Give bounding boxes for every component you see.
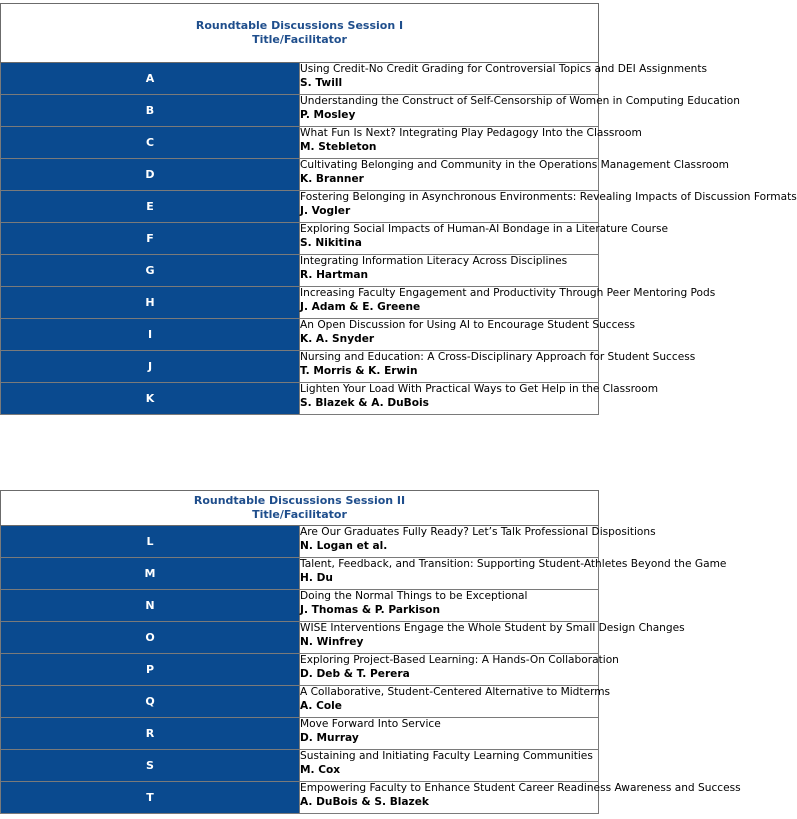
table-content-cell (300, 287, 716, 319)
table-row (1, 558, 599, 590)
facilitator-name: N. Winfrey (300, 635, 364, 648)
table-letter-cell: C (1, 127, 300, 159)
facilitator-name: D. Deb & T. Perera (300, 667, 410, 680)
session-1-header-cell (1, 4, 599, 63)
table-content-cell (300, 95, 740, 127)
facilitator-name: N. Logan et al. (300, 539, 388, 552)
table-content-cell (300, 63, 707, 95)
table-row (1, 718, 599, 750)
table-letter-cell: R (1, 718, 300, 750)
table-letter-cell: P (1, 654, 300, 686)
table-letter-cell: D (1, 159, 300, 191)
facilitator-name: M. Cox (300, 763, 341, 776)
table-letter-cell: Q (1, 686, 300, 718)
table-letter-cell: L (1, 526, 300, 558)
table-letter-cell: I (1, 319, 300, 351)
session-title: A Collaborative, Student-Centered Alternative to Midterms (300, 686, 611, 698)
facilitator-name: A. Cole (300, 699, 342, 712)
table-content-cell (300, 383, 659, 415)
session-1-subheading: Title/Facilitator (252, 33, 347, 46)
session-title: What Fun Is Next? Integrating Play Pedagogy Into the Classroom (300, 127, 642, 139)
session-2-table-section (0, 490, 741, 814)
table-row (1, 191, 599, 223)
table-content-cell (300, 590, 599, 622)
table-row (1, 622, 599, 654)
facilitator-name: S. Nikitina (300, 236, 362, 249)
session-1-table (0, 3, 797, 415)
table-content-cell (300, 159, 730, 191)
table-content-cell (300, 718, 599, 750)
facilitator-name: D. Murray (300, 731, 359, 744)
table-row (1, 590, 599, 622)
table-letter-cell: M (1, 558, 300, 590)
session-title: Cultivating Belonging and Community in the Operations Management Classroom (300, 159, 730, 171)
session-1-rows (1, 63, 797, 415)
facilitator-name: J. Thomas & P. Parkison (300, 603, 440, 616)
table-row (1, 127, 599, 159)
facilitator-name: T. Morris & K. Erwin (300, 364, 418, 377)
table-letter-cell: N (1, 590, 300, 622)
session-title: Empowering Faculty to Enhance Student Career Readiness Awareness and Success (300, 782, 741, 794)
session-title: Exploring Project-Based Learning: A Hands-On Collaboration (300, 654, 619, 666)
session-title: Exploring Social Impacts of Human-AI Bondage in a Literature Course (300, 223, 669, 235)
table-content-cell (300, 526, 656, 558)
table-content-cell (300, 223, 669, 255)
facilitator-name: P. Mosley (300, 108, 356, 121)
table-content-cell (300, 750, 599, 782)
table-content-cell (300, 351, 696, 383)
table-letter-cell: T (1, 782, 300, 814)
table-row (1, 383, 599, 415)
table-row (1, 526, 599, 558)
session-title: Understanding the Construct of Self-Censorship of Women in Computing Education (300, 95, 740, 107)
facilitator-name: K. A. Snyder (300, 332, 375, 345)
session-1-table-section (0, 3, 797, 415)
session-2-subheading: Title/Facilitator (252, 508, 347, 521)
session-2-heading: Roundtable Discussions Session II (193, 494, 406, 507)
session-2-header-cell (1, 491, 599, 526)
session-title: Are Our Graduates Fully Ready? Let’s Talk Professional Dispositions (300, 526, 656, 538)
table-row (1, 223, 599, 255)
facilitator-name: M. Stebleton (300, 140, 377, 153)
table-row (1, 750, 599, 782)
table-letter-cell: O (1, 622, 300, 654)
table-content-cell (300, 654, 619, 686)
session-title: Talent, Feedback, and Transition: Supporting Student-Athletes Beyond the Game (300, 558, 727, 570)
session-title: Move Forward Into Service (300, 718, 441, 730)
table-row (1, 63, 599, 95)
table-letter-cell: S (1, 750, 300, 782)
session-title: Nursing and Education: A Cross-Disciplinary Approach for Student Success (300, 351, 696, 363)
table-letter-cell: F (1, 223, 300, 255)
session-title: An Open Discussion for Using AI to Encourage Student Success (300, 319, 635, 331)
facilitator-name: A. DuBois & S. Blazek (300, 795, 429, 808)
table-letter-cell: B (1, 95, 300, 127)
table-letter-cell: J (1, 351, 300, 383)
table-row (1, 287, 599, 319)
table-letter-cell: K (1, 383, 300, 415)
table-content-cell (300, 191, 797, 223)
facilitator-name: K. Branner (300, 172, 364, 185)
table-letter-cell: E (1, 191, 300, 223)
table-row (1, 782, 599, 814)
table-row (1, 351, 599, 383)
session-1-header-row (1, 4, 599, 63)
table-content-cell (300, 686, 611, 718)
facilitator-name: R. Hartman (300, 268, 369, 281)
table-row (1, 95, 599, 127)
session-1-heading: Roundtable Discussions Session I (195, 19, 404, 32)
facilitator-name: J. Vogler (300, 204, 351, 217)
session-2-rows (1, 526, 741, 814)
session-title: Sustaining and Initiating Faculty Learning Communities (300, 750, 593, 762)
table-letter-cell: H (1, 287, 300, 319)
table-letter-cell: G (1, 255, 300, 287)
session-title: Lighten Your Load With Practical Ways to Get Help in the Classroom (300, 383, 659, 395)
table-letter-cell: A (1, 63, 300, 95)
table-row (1, 255, 599, 287)
table-row (1, 654, 599, 686)
table-content-cell (300, 255, 599, 287)
session-title: Using Credit-No Credit Grading for Controversial Topics and DEI Assignments (300, 63, 707, 75)
session-title: Increasing Faculty Engagement and Productivity Through Peer Mentoring Pods (300, 287, 716, 299)
facilitator-name: S. Twill (300, 76, 343, 89)
table-content-cell (300, 319, 635, 351)
table-row (1, 319, 599, 351)
session-title: Fostering Belonging in Asynchronous Environments: Revealing Impacts of Discussion Formats (300, 191, 797, 203)
session-title: WISE Interventions Engage the Whole Student by Small Design Changes (300, 622, 685, 634)
table-row (1, 686, 599, 718)
table-content-cell (300, 558, 727, 590)
table-row (1, 159, 599, 191)
facilitator-name: J. Adam & E. Greene (300, 300, 421, 313)
table-content-cell (300, 127, 642, 159)
session-2-table (0, 490, 741, 814)
facilitator-name: H. Du (300, 571, 333, 584)
table-content-cell (300, 782, 741, 814)
session-title: Integrating Information Literacy Across Disciplines (300, 255, 568, 267)
session-2-header-row (1, 491, 599, 526)
session-title: Doing the Normal Things to be Exceptional (300, 590, 528, 602)
table-content-cell (300, 622, 685, 654)
facilitator-name: S. Blazek & A. DuBois (300, 396, 429, 409)
